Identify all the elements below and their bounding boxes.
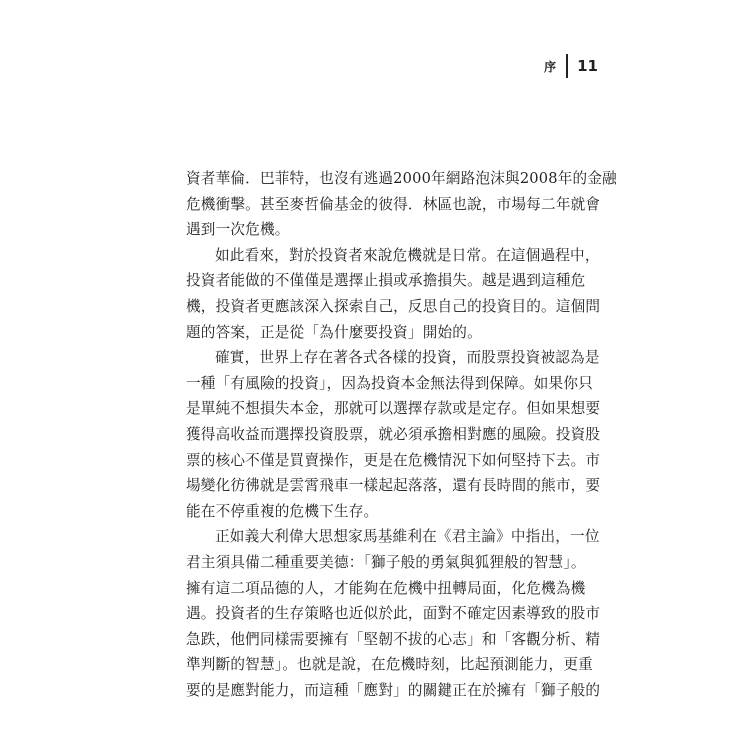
text-line: 確實，世界上存在著各式各樣的投資，而股票投資被認為是 [215,349,600,367]
text-line: 一種「有風險的投資」，因為投資本金無法得到保障。如果你只 [186,374,593,392]
text-line: 獲得高收益而選擇投資股票，就必須承擔相對應的風險。投資股 [186,425,601,443]
text-line: 機，投資者更應該深入探索自己，反思自己的投資目的。這個問 [186,297,601,315]
text-line: 能在不停重複的危機下生存。 [186,502,379,520]
text-line: 擁有這二項品德的人，才能夠在危機中扭轉局面，化危機為機 [186,579,586,597]
paragraph [186,345,601,524]
text-line: 如此看來，對於投資者來說危機就是日常。在這個過程中， [215,246,600,264]
text-line: 遇到一次危機。 [186,221,290,239]
text-line: 投資者能做的不僅僅是選擇止損或承擔損失。越是遇到這種危 [186,272,586,290]
text-line: 資者華倫．巴菲特，也沒有逃過2000年網路泡沫與2008年的金融 [186,170,617,187]
text-line: 準判斷的智慧」。也就是說，在危機時刻，比起預測能力，更重 [186,656,593,674]
paragraph [186,524,601,703]
text-line: 題的答案，正是從「為什麼要投資」開始的。 [186,323,482,341]
text-line: 正如義大利偉大思想家馬基維利在《君主論》中指出，一位 [215,528,600,546]
header-divider [566,54,568,78]
text-line: 場變化彷彿就是雲霄飛車一樣起起落落，還有長時間的熊市，要 [186,477,601,495]
text-line: 票的核心不僅是買賣操作，更是在危機情況下如何堅持下去。市 [186,451,601,469]
paragraph [186,166,617,243]
text-line: 危機衝擊。甚至麥哲倫基金的彼得．林區也說，市場每二年就會 [186,195,601,213]
body-text [186,166,617,703]
text-line: 要的是應對能力，而這種「應對」的關鍵正在於擁有「獅子般的 [186,681,601,699]
page-number: 11 [577,57,598,75]
paragraph [186,243,601,345]
text-line: 急跌，他們同樣需要擁有「堅韌不拔的心志」和「客觀分析、精 [186,630,601,648]
page-header [544,52,598,80]
text-line: 遇。投資者的生存策略也近似於此，面對不確定因素導致的股市 [186,605,601,623]
text-line: 是單純不想損失本金，那就可以選擇存款或是定存。但如果想要 [186,400,601,418]
text-line: 君主須具備二種重要美德：「獅子般的勇氣與狐狸般的智慧」。 [186,553,586,571]
section-label: 序 [544,59,557,74]
